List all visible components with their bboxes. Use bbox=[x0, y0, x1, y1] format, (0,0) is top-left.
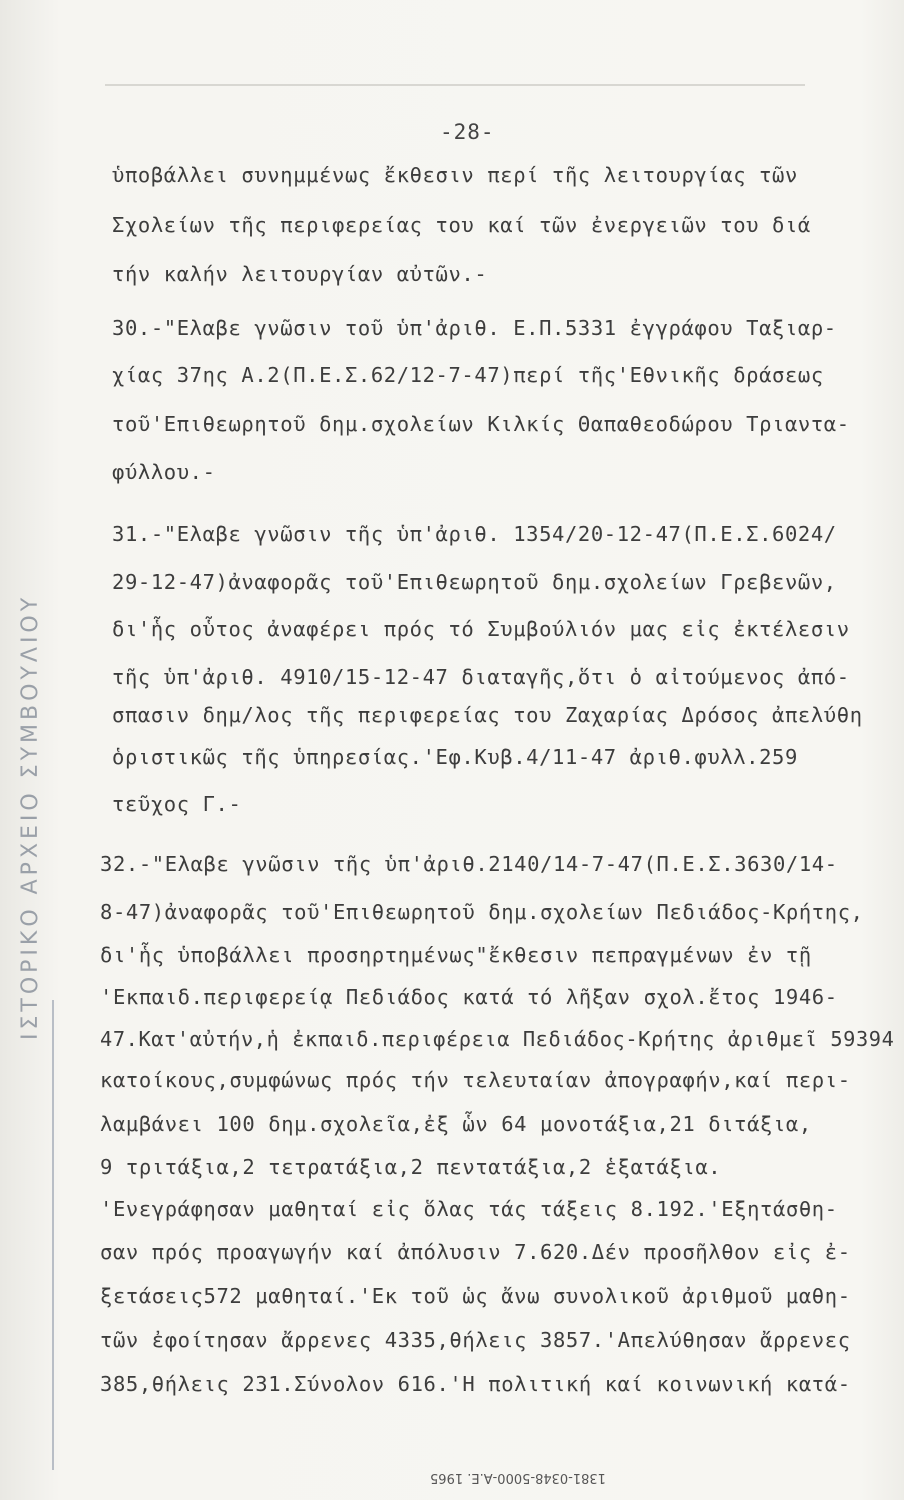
text-line: ὁριστικῶς τῆς ὑπηρεσίας.'Εφ.Κυβ.4/11-47 ἀριθ.φυλλ.259 bbox=[112, 745, 798, 769]
margin-rule bbox=[52, 1000, 54, 1470]
text-line: 'Εκπαιδ.περιφερείᾳ Πεδιάδος κατά τό λῆξαν σχολ.ἔτος 1946- bbox=[100, 985, 838, 1009]
text-line: 385,θήλεις 231.Σύνολον 616.'Η πολιτική καί κοινωνική κατά- bbox=[100, 1372, 851, 1396]
text-line: χίας 37ης Α.2(Π.Ε.Σ.62/12-7-47)περί τῆς'Εθνικῆς δράσεως bbox=[112, 363, 824, 387]
text-line: τεῦχος Γ.- bbox=[112, 792, 242, 816]
text-line: τῶν ἐφοίτησαν ἄρρενες 4335,θήλεις 3857.'Απελύθησαν ἄρρενες bbox=[100, 1328, 851, 1352]
text-line: ξετάσεις572 μαθηταί.'Εκ τοῦ ὡς ἄνω συνολικοῦ ἀριθμοῦ μαθη- bbox=[100, 1284, 851, 1308]
archive-margin-stamp: ΙΣΤΟΡΙΚΟ ΑΡΧΕΙΟ ΣΥΜΒΟΥΛΙΟΥ bbox=[18, 593, 43, 1040]
text-line: 32.-"Ελαβε γνῶσιν τῆς ὑπ'ἀριθ.2140/14-7-47(Π.Ε.Σ.3630/14- bbox=[100, 852, 838, 876]
text-line: φύλλου.- bbox=[112, 460, 216, 484]
text-line: 9 τριτάξια,2 τετρατάξια,2 πεντατάξια,2 ἑξατάξια. bbox=[100, 1155, 722, 1179]
text-line: τοῦ'Επιθεωρητοῦ δημ.σχολείων Κιλκίς Θαπαθεοδώρου Τριαντα- bbox=[112, 412, 850, 436]
text-line: 30.-"Ελαβε γνῶσιν τοῦ ὑπ'ἀριθ. Ε.Π.5331 ἐγγράφου Ταξιαρ- bbox=[112, 316, 837, 340]
text-line: 31.-"Ελαβε γνῶσιν τῆς ὑπ'ἀριθ. 1354/20-12-47(Π.Ε.Σ.6024/ bbox=[112, 522, 837, 546]
text-line: σπασιν δημ/λος τῆς περιφερείας του Ζαχαρίας Δρόσος ἀπελύθη bbox=[112, 703, 863, 727]
text-line: 47.Κατ'αὐτήν,ἡ ἐκπαιδ.περιφέρεια Πεδιάδος-Κρήτης ἀριθμεῖ 59394 bbox=[100, 1027, 895, 1051]
text-line: τῆς ὑπ'ἀριθ. 4910/15-12-47 διαταγῆς,ὅτι ὁ αἰτούμενος ἀπό- bbox=[112, 665, 850, 689]
top-rule bbox=[105, 84, 805, 86]
text-line: 8-47)ἀναφορᾶς τοῦ'Επιθεωρητοῦ δημ.σχολείων Πεδιάδος-Κρήτης, bbox=[100, 900, 864, 924]
text-line: δι'ἧς οὗτος ἀναφέρει πρός τό Συμβούλιόν μας εἰς ἐκτέλεσιν bbox=[112, 617, 850, 641]
footer-print-code: 1381-0348-5000-Α.Ε. 1965 bbox=[430, 1470, 606, 1485]
text-line: λαμβάνει 100 δημ.σχολεῖα,ἐξ ὧν 64 μονοτάξια,21 διτάξια, bbox=[100, 1112, 812, 1136]
page-number: -28- bbox=[440, 120, 495, 144]
text-line: σαν πρός προαγωγήν καί ἀπόλυσιν 7.620.Δέν προσῆλθον εἰς ἐ- bbox=[100, 1240, 851, 1264]
text-line: κατοίκους,συμφώνως πρός τήν τελευταίαν ἀπογραφήν,καί περι- bbox=[100, 1068, 851, 1092]
text-line: Σχολείων τῆς περιφερείας του καί τῶν ἐνεργειῶν του διά bbox=[112, 213, 811, 237]
text-line: 29-12-47)ἀναφορᾶς τοῦ'Επιθεωρητοῦ δημ.σχολείων Γρεβενῶν, bbox=[112, 570, 837, 594]
text-line: 'Ενεγράφησαν μαθηταί εἰς ὅλας τάς τάξεις 8.192.'Εξητάσθη- bbox=[100, 1197, 838, 1221]
text-line: τήν καλήν λειτουργίαν αὐτῶν.- bbox=[112, 262, 488, 286]
text-line: ὑποβάλλει συνημμένως ἔκθεσιν περί τῆς λειτουργίας τῶν bbox=[112, 163, 798, 187]
text-line: δι'ἧς ὑποβάλλει προσηρτημένως"ἔκθεσιν πεπραγμένων ἐν τῇ bbox=[100, 943, 812, 967]
